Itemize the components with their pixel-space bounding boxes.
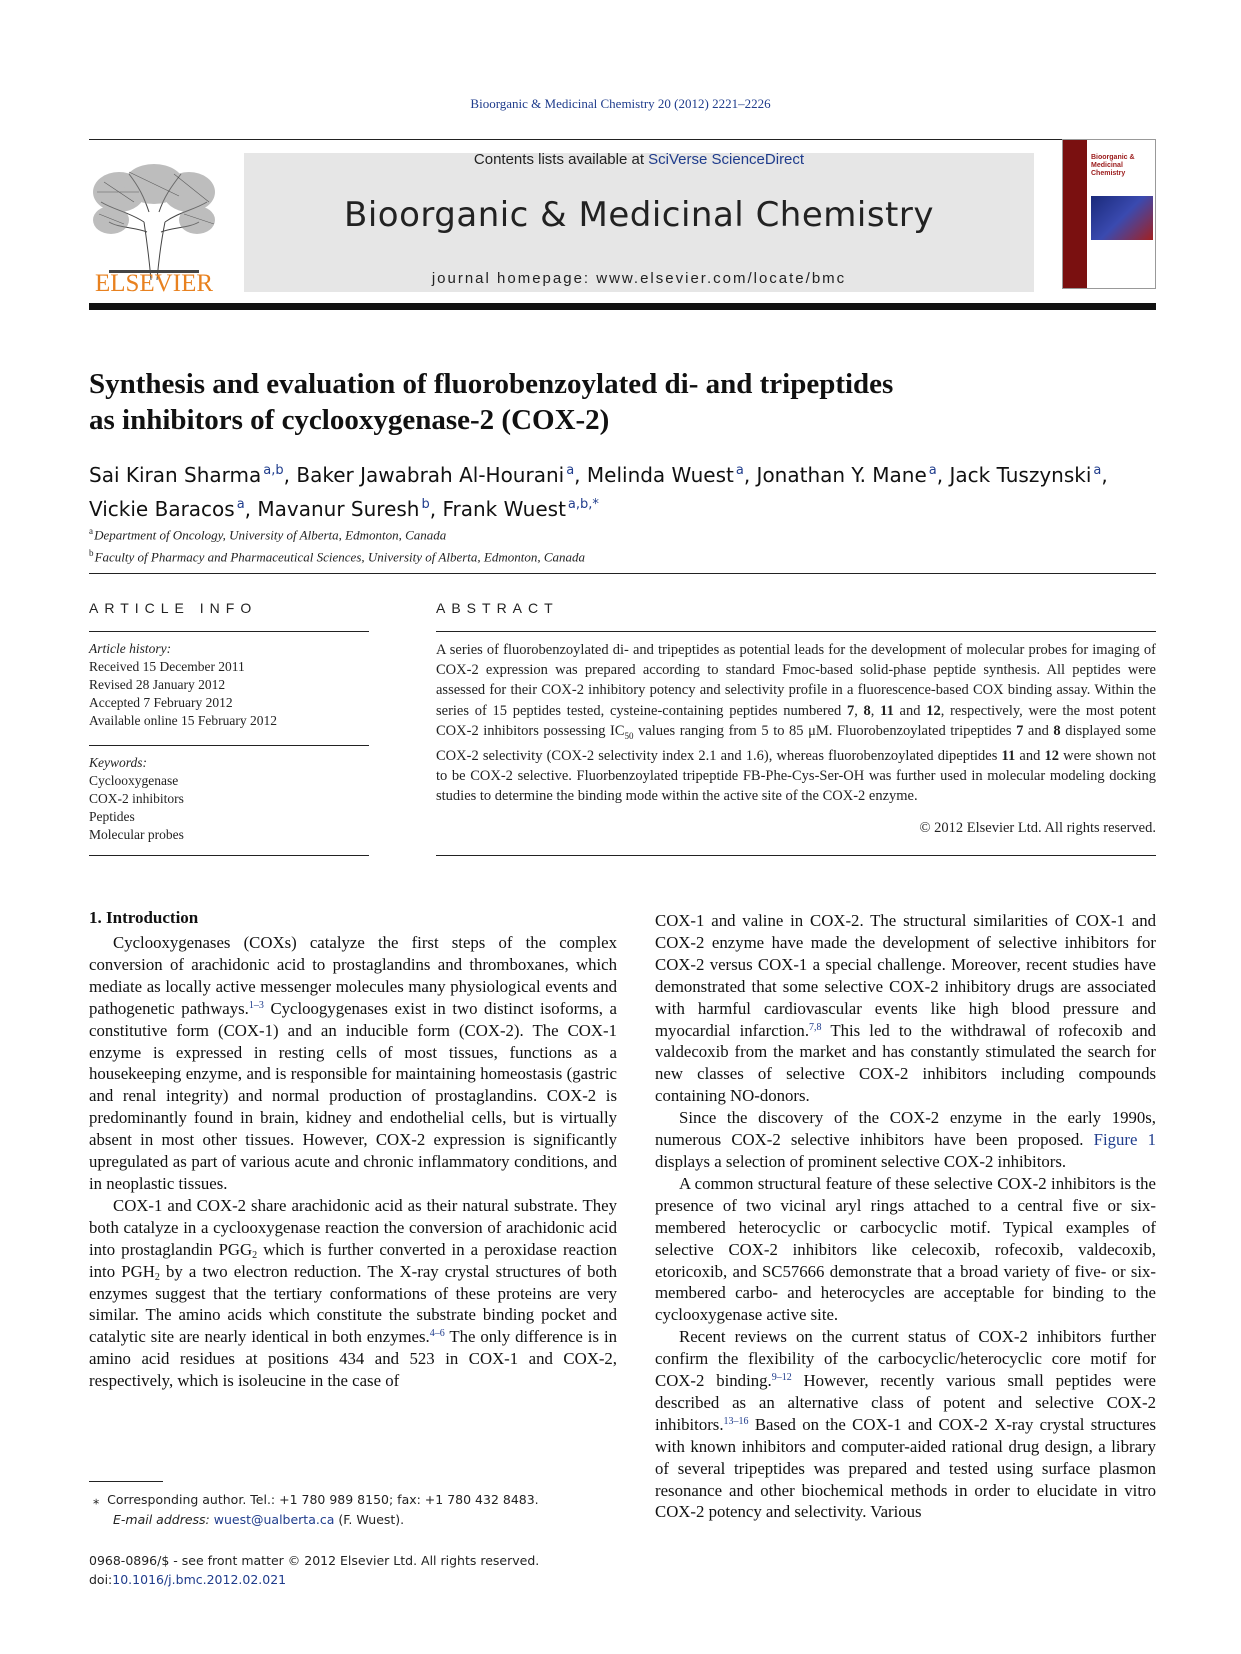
email-suffix: (F. Wuest). [334, 1512, 405, 1527]
email-line [89, 1510, 629, 1530]
history-accepted: Accepted 7 February 2012 [89, 695, 233, 710]
author-name: Baker Jawabrah Al-Hourani [296, 463, 565, 487]
affiliation-mark: a [89, 526, 93, 536]
history-label: Article history: [89, 641, 172, 656]
doi-link[interactable]: 10.1016/j.bmc.2012.02.021 [112, 1572, 287, 1587]
issn-line: 0968-0896/$ - see front matter © 2012 Elsevier Ltd. All rights reserved. [89, 1553, 540, 1568]
author-affiliation-mark[interactable]: a,b,* [567, 497, 599, 512]
affiliation-text: Faculty of Pharmacy and Pharmaceutical Sciences, University of Alberta, Edmonton, Canada [94, 549, 586, 565]
author-affiliation-mark[interactable]: a [566, 463, 575, 478]
body-column-left [89, 932, 617, 1392]
journal-citation[interactable]: Bioorganic & Medicinal Chemistry 20 (2012) 2221–2226 [470, 96, 771, 111]
keywords [89, 754, 369, 844]
article-info-rule [89, 631, 369, 632]
email-label: E-mail address: [113, 1512, 214, 1527]
doi-label: doi: [89, 1572, 113, 1587]
author-affiliation-mark[interactable]: a,b [263, 463, 284, 478]
keyword-item: Molecular probes [89, 827, 184, 842]
journal-cover-thumbnail [1062, 139, 1156, 289]
author-name: Frank Wuest [442, 497, 566, 521]
title-line-1: Synthesis and evaluation of fluorobenzoylated di- and tripeptides [89, 368, 894, 400]
footnote-rule [89, 1481, 163, 1482]
author-name: Melinda Wuest [586, 463, 734, 487]
keywords-bottom-rule [89, 855, 369, 856]
author-affiliation-mark[interactable]: a [1093, 463, 1102, 478]
abstract-heading: ABSTRACT [436, 600, 559, 616]
author-affiliation-mark[interactable]: a [928, 463, 937, 478]
journal-name: Bioorganic & Medicinal Chemistry [344, 195, 934, 235]
body-column-right [655, 910, 1156, 1523]
author-affiliation-mark[interactable]: a [236, 497, 245, 512]
cover-title: Bioorganic & Medicinal Chemistry [1091, 154, 1135, 177]
article-title [89, 366, 1049, 438]
history-revised: Revised 28 January 2012 [89, 677, 226, 692]
sciencedirect-link[interactable]: SciVerse ScienceDirect [648, 151, 805, 168]
affiliation-item [89, 522, 1156, 544]
author-name: Sai Kiran Sharma [89, 463, 262, 487]
keyword-item: COX-2 inhibitors [89, 791, 184, 806]
header-thick-rule [89, 303, 1156, 310]
affiliation-divider [89, 573, 1156, 574]
contents-prefix: Contents lists available at [473, 151, 649, 168]
abstract-text: A series of fluorobenzoylated di- and tripeptides as potential leads for the development of molecular probes for imaging of COX-2 expression was prepared according to standard Fmoc-based solid-phase peptide synthesis. All peptides were assessed for their COX-2 inhibitory potency and selectivity profile in a fluorescence-based COX binding assay. Within the series of 15 peptides tested, cysteine-containing peptides numbered 7, 8, 11 and 12, respectively, were the most potent COX-2 inhibitors possessing $IC_{50}$ values ranging from 5 to 85 μM. Fluorobenzoylated tripeptides 7 and 8 displayed some COX-2 selectivity (COX-2 selectivity index 2.1 and 1.6), whereas fluorobenzoylated dipeptides 11 and 12 were shown not to be COX-2 selective. Fluorbenzoylated tripeptide FB-Phe-Cys-Ser-OH was further used in molecular modeling docking studies to determine the binding mode within the active site of the COX-2 enzyme. [436, 642, 1157, 805]
author-affiliation-mark[interactable]: a [735, 463, 744, 478]
body-paragraph: Recent reviews on the current status of COX-2 inhibitors further confirm the flexibility of the carbocyclic/heterocyclic core motif for COX-2 binding.$^{9-12}$ However, recently various small peptides were described as an alternative class of potent and selective COX-2 inhibitors.$^{13-16}$ Based on the COX-1 and COX-2 X-ray crystal structures with known inhibitors and computer-aided rational drug design, a library of several tripeptides was prepared and tested using surface plasmon resonance and other biochemical methods in order to elucidate in vitro COX-2 potency and selectivity. Various [655, 1327, 1157, 1522]
author-name: Mavanur Suresh [257, 497, 420, 521]
abstract-bottom-rule [436, 855, 1156, 856]
page-footer [89, 1551, 629, 1589]
article-history [89, 640, 369, 730]
keyword-item: Cyclooxygenase [89, 773, 179, 788]
introduction-heading: 1. Introduction [89, 908, 199, 927]
history-online: Available online 15 February 2012 [89, 713, 277, 728]
body-paragraph: Since the discovery of the COX-2 enzyme in the early 1990s, numerous COX-2 selective inhibitors have been proposed. Figure 1 displays a selection of prominent selective COX-2 inhibitors. [655, 1108, 1156, 1171]
abstract-rule [436, 631, 1156, 632]
elsevier-wordmark: ELSEVIER [94, 270, 214, 297]
history-divider [89, 745, 369, 746]
body-paragraph: Cyclooxygenases (COXs) catalyze the first steps of the complex conversion of arachidonic acid to prostaglandins and thromboxanes, which mediate as locally active messenger molecules many physiological events and pathogenetic pathways.$^{1-3}$ Cycloogygenases exist in two distinct isoforms, a constitutive form (COX-1) and an inducible form (COX-2). The COX-1 enzyme is expressed in resting cells of most tissues, functions as a housekeeping enzyme, and is responsible for maintaining homeostasis (gastric and renal integrity) and normal production of prostaglandins. COX-2 is predominantly found in brain, kidney and endothelial cells, but is virtually absent in most other tissues. However, COX-2 expression is significantly upregulated as part of various acute and chronic inflammatory conditions, and in neoplastic tissues. [89, 933, 617, 1193]
abstract-copyright: © 2012 Elsevier Ltd. All rights reserved. [919, 820, 1156, 836]
body-paragraph: A common structural feature of these selective COX-2 inhibitors is the presence of two vicinal aryl rings attached to a central five or six-membered heterocyclic or carbocyclic motif. Typical examples of selective COX-2 inhibitors like celecoxib, rofecoxib, valdecoxib, etoricoxib, and SC57666 demonstrate that a broad variety of five- or six-membered carbo- and heterocycles are acceptable for binding to the cyclooxygenase active site. [655, 1173, 1156, 1325]
body-paragraph: COX-1 and valine in COX-2. The structural similarities of COX-1 and COX-2 enzyme have made the development of selective inhibitors for COX-2 versus COX-1 a special challenge. Moreover, recent studies have demonstrated that some selective COX-2 inhibitory drugs are associated with harmful cardiovascular events like high blood pressure and myocardial infarction.$^{7,8}$ This led to the withdrawal of rofecoxib and valdecoxib from the market and has constantly stimulated the search for new classes of selective COX-2 inhibitors including compounds containing NO-donors. [655, 911, 1156, 1106]
title-line-2: as inhibitors of cyclooxygenase-2 (COX-2) [89, 404, 610, 436]
author-affiliation-mark[interactable]: b [421, 497, 430, 512]
affiliation-text: Department of Oncology, University of Alberta, Edmonton, Canada [94, 527, 447, 543]
affiliations [89, 522, 1156, 567]
header-rule [89, 139, 1156, 140]
author-name: Jonathan Y. Mane [756, 463, 927, 487]
cover-image [1091, 196, 1153, 240]
journal-homepage[interactable]: journal homepage: www.elsevier.com/locate/bmc [431, 270, 847, 287]
footnote [89, 1490, 629, 1530]
author-name: Vickie Baracos [89, 497, 235, 521]
doi-line [89, 1570, 629, 1589]
article-info-heading: ARTICLE INFO [89, 600, 258, 616]
keywords-label: Keywords: [89, 755, 147, 770]
affiliation-item [89, 544, 1156, 566]
body-paragraph: COX-1 and COX-2 share arachidonic acid as their natural substrate. They both catalyze in a cyclooxygenase reaction the conversion of arachidonic acid into prostaglandin $PGG_2$ which is further converted in a peroxidase reaction into $PGH_2$ by a two electron reduction. The X-ray crystal structures of both enzymes suggest that the tertiary conformations of these proteins are very similar. The amino acids which constitute the substrate binding pocket and catalytic site are nearly identical in both enzymes.$^{4-6}$ The only difference is in amino acid residues at positions 434 and 523 in COX-1 and COX-2, respectively, which is isoleucine in the case of [89, 1195, 617, 1391]
corresponding-author: ⁎ Corresponding author. Tel.: +1 780 989 8150; fax: +1 780 432 8483. [89, 1492, 539, 1507]
email-link[interactable]: wuest@ualberta.ca [213, 1512, 335, 1527]
contents-line [244, 151, 1034, 168]
history-received: Received 15 December 2011 [89, 659, 245, 674]
author-list: Sai Kiran Sharma $^{a,b}$, Baker Jawabrah Al-Hourani $^a$, Melinda Wuest $^a$, Jonathan Y. Mane $^a$, Jack Tuszynski $^a$, Vickie Baracos $^a$, Mavanur Suresh $^b$, Frank Wuest $^{a,b,*}$ [89, 463, 1108, 521]
author-name: Jack Tuszynski [949, 463, 1092, 487]
keyword-item: Peptides [89, 809, 135, 824]
cover-strip [1063, 140, 1087, 289]
affiliation-mark: b [89, 548, 94, 559]
